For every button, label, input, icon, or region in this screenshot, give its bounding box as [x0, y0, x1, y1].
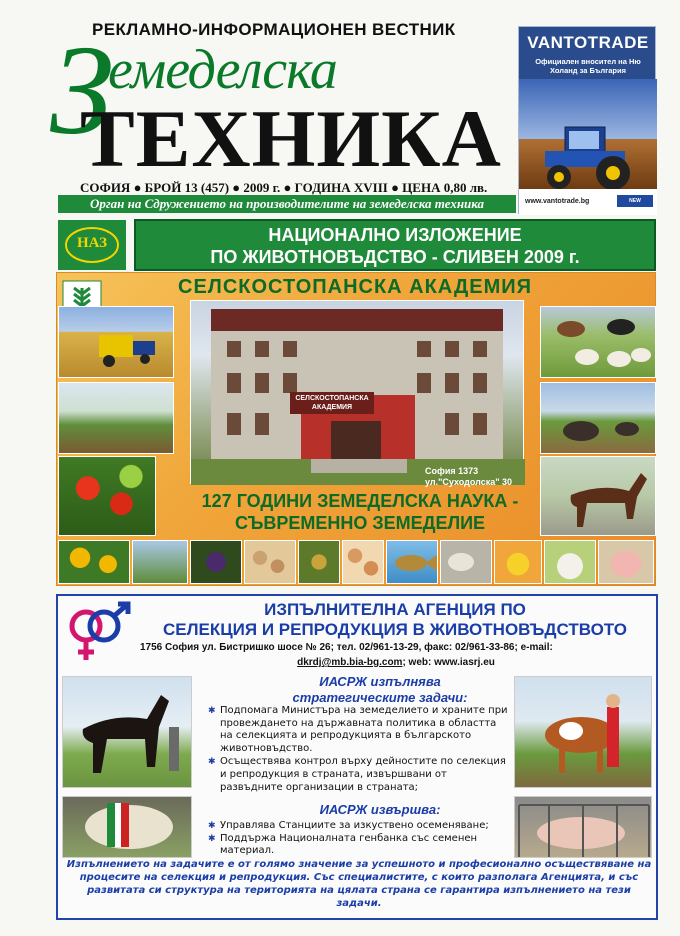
pig-icon: [515, 797, 653, 859]
seeds-photo: [244, 540, 296, 584]
science-slogan-line2: СЪВРЕМЕННО ЗЕМЕДЕЛИЕ: [234, 513, 486, 533]
agency-title: [140, 600, 650, 640]
vantotrade-ad[interactable]: [518, 26, 656, 214]
address-line2: ул."Суходолска" 30: [425, 477, 513, 487]
agency-website-link[interactable]: www.iasrj.eu: [434, 657, 495, 668]
tasks-heading-line2: стратегическите задачи:: [292, 690, 468, 705]
issue-info: СОФИЯ ● БРОЙ 13 (457) ● 2009 г. ● ГОДИНА XVIII ● ЦЕНА 0,80 лв.: [80, 180, 488, 195]
address-line1: София 1373: [425, 466, 479, 476]
chick-photo: [494, 540, 542, 584]
livestock-icon: [541, 307, 657, 379]
science-slogan: [150, 490, 570, 534]
task-item: ✱ Подпомага Министъра на земеделието и храните при провеждането на държавната политика в областта на селекцията и репродукцията в българското животновъдство.: [208, 705, 512, 755]
gender-symbols-icon: [62, 600, 134, 666]
activity-item: ✱ Поддържа Националната генбанка със семенен материал.: [208, 833, 512, 858]
cow-icon: [515, 677, 653, 789]
sheep-ribbon-photo: [62, 796, 192, 858]
eggs-photo: [342, 540, 384, 584]
academy-sign-line1: СЕЛСКОСТОПАНСКА: [295, 395, 369, 402]
vantotrade-subtitle: Официален вносител на Ню Холанд за България: [535, 57, 641, 75]
agency-contact: [140, 640, 652, 670]
tasks-heading-line1: ИАСРЖ изпълнява: [319, 674, 441, 689]
cow-and-woman-photo: [514, 676, 652, 788]
exhibition-banner: [134, 219, 656, 271]
closing-statement: Изпълнението на задачите е от голямо значение за успешното и професионално осъществяване на процесите на селекция и репродукция. Със специалистите, с които разполага Агенцията, и със развитата си структура на територията на цялата страна се гарантира изпълнението на тези задачи.: [66, 859, 652, 909]
tomatoes-photo: [58, 456, 156, 536]
naz-logo: [58, 220, 126, 270]
fish-photo: [386, 540, 438, 584]
new-holland-badge: NEW HOLLAND: [617, 195, 653, 207]
newspaper-title-line2: ТЕХНИКА: [80, 93, 502, 184]
harvester-photo: [58, 306, 174, 378]
grapes-photo: [190, 540, 242, 584]
exhibition-line2: ПО ЖИВОТНОВЪДСТВО - СЛИВЕН 2009 г.: [210, 247, 580, 267]
sheep-and-cows-photo: [540, 306, 656, 378]
agency-address: 1756 София ул. Бистришко шосе № 26; тел. 02/961-13-29, факс: 02/961-33-86; e-mail:: [140, 642, 553, 653]
pig-pen-photo: [514, 796, 652, 858]
agency-email-link[interactable]: dkrdj@mb.bia-bg.com: [297, 657, 403, 668]
combine-harvester-icon: [59, 307, 175, 379]
buffalo-photo: [540, 382, 656, 454]
naz-logo-text: НАЗ: [76, 235, 108, 251]
academy-address: [425, 466, 521, 488]
newspaper-title-line1: емеделска: [108, 39, 337, 101]
vantotrade-logo: VANTOTRADE: [527, 33, 649, 52]
task-item: ✱ Осъществява контрол върху дейностите по селекция и репродукция в страната, извършвани от развъдните организации в страната;: [208, 756, 512, 794]
pig-photo: [598, 540, 654, 584]
academy-sign-line2: АКАДЕМИЯ: [311, 404, 353, 411]
field-crop-photo: [132, 540, 188, 584]
agency-title-line1: ИЗПЪЛНИТЕЛНА АГЕНЦИЯ ПО: [264, 600, 526, 619]
tasks-list: [208, 705, 512, 795]
plums-photo: [298, 540, 340, 584]
academy-heading: СЕЛСКОСТОПАНСКА АКАДЕМИЯ: [178, 276, 532, 298]
activity-item: ✱ Управлява Станциите за изкуствено осеменяване;: [208, 820, 512, 833]
tasks-heading: [250, 674, 510, 706]
draft-horse-photo: [62, 676, 192, 788]
silkworm-cocoons-photo: [440, 540, 492, 584]
ram-icon: [63, 797, 193, 859]
sunflowers-photo: [58, 540, 130, 584]
activities-list: [208, 820, 512, 858]
web-label: ; web:: [402, 657, 432, 668]
science-slogan-line1: 127 ГОДИНИ ЗЕМЕДЕЛСКА НАУКА -: [201, 491, 519, 511]
fish-icon: [387, 541, 439, 585]
tractor-image: [537, 113, 641, 191]
academy-building-sign: [290, 392, 374, 414]
title-initial-letter: З: [50, 19, 114, 161]
agency-title-line2: СЕЛЕКЦИЯ И РЕПРОДУКЦИЯ В ЖИВОТНОВЪДСТВОТО: [162, 620, 627, 639]
activities-heading: ИАСРЖ извършва:: [319, 802, 441, 817]
organ-banner: Орган на Сдружението на производителите на земеделска техника: [58, 195, 516, 213]
newspaper-tagline: РЕКЛАМНО-ИНФОРМАЦИОНЕН ВЕСТНИК: [92, 20, 456, 39]
agency-online-contact: [140, 655, 652, 670]
exhibition-line1: НАЦИОНАЛНО ИЗЛОЖЕНИЕ: [268, 225, 522, 245]
rabbit-photo: [544, 540, 596, 584]
draft-horse-icon: [63, 677, 193, 789]
orchard-photo: [58, 382, 174, 454]
buffalo-icon: [541, 383, 657, 455]
vantotrade-url[interactable]: www.vantotrade.bg: [525, 198, 590, 205]
